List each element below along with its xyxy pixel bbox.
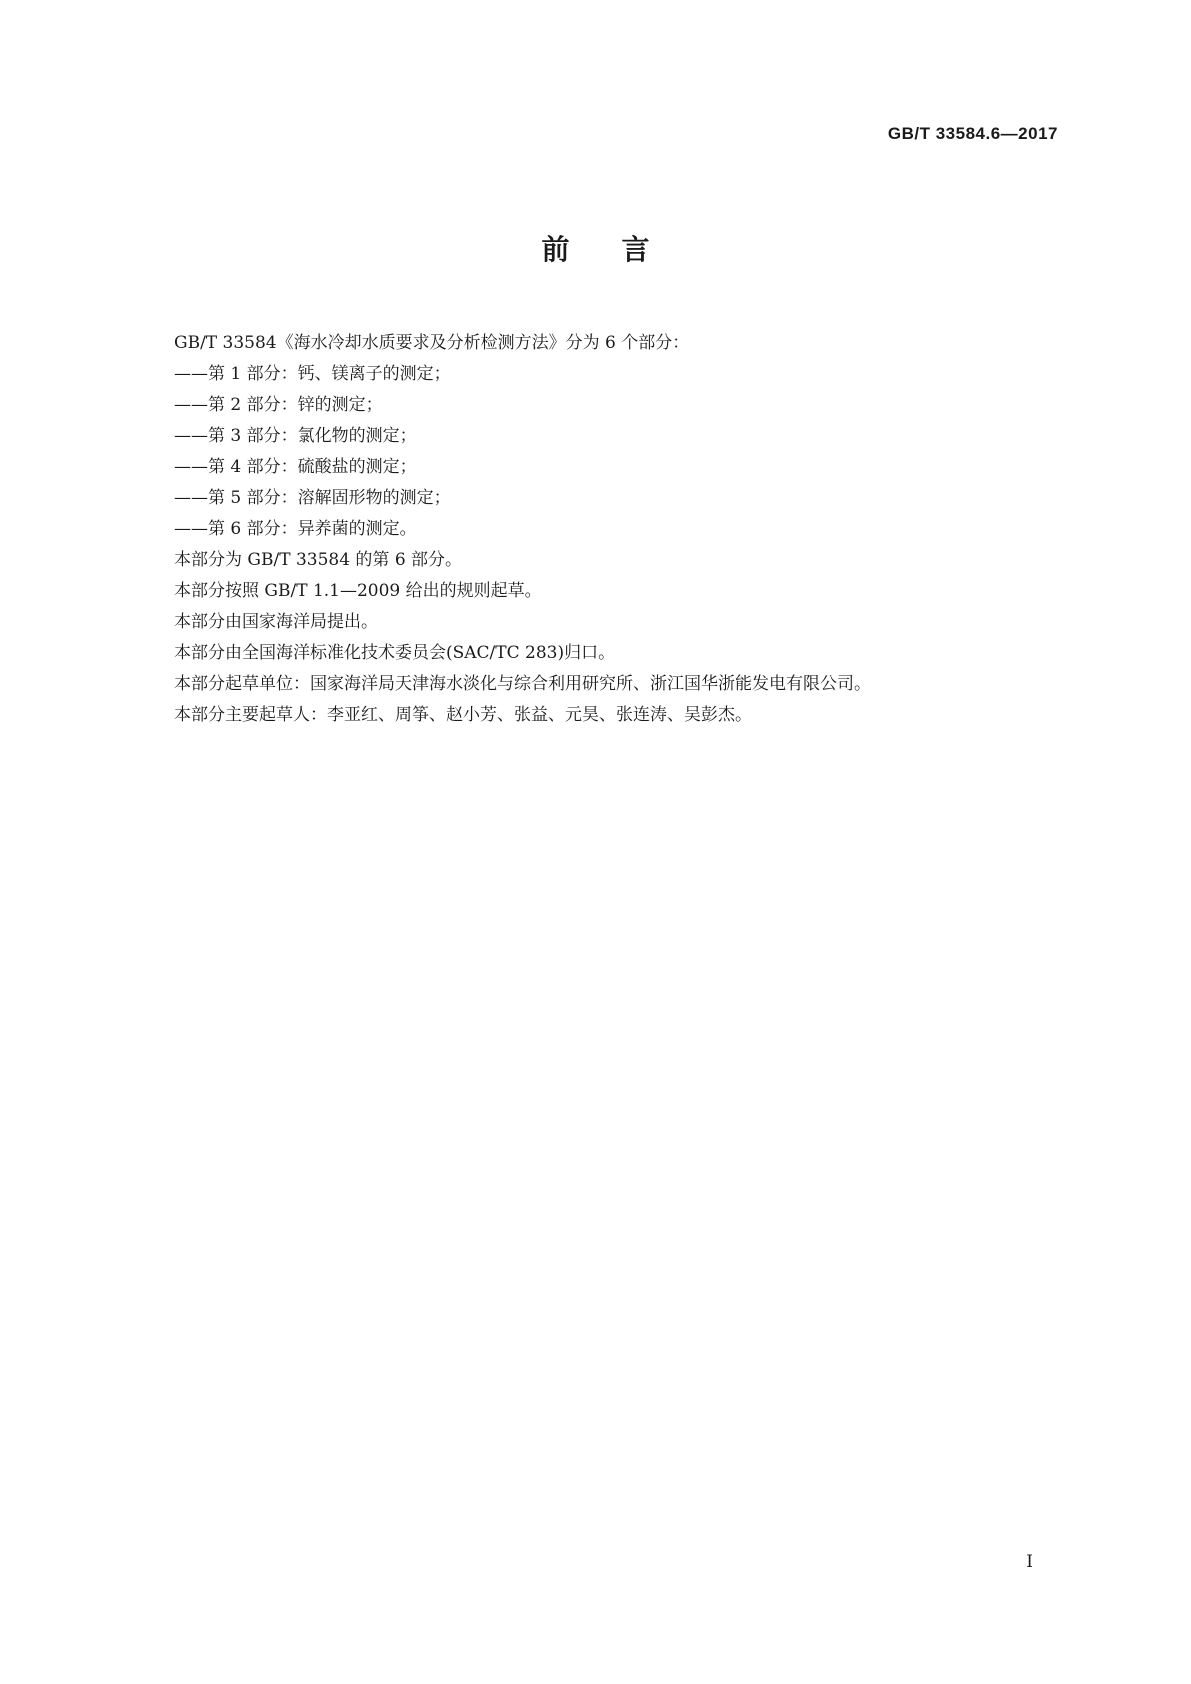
part-list-item-4: ——第 4 部分：硫酸盐的测定； (174, 457, 417, 477)
page-title: 前言 (541, 233, 702, 266)
statement-proposed-by: 本部分由国家海洋局提出。 (174, 612, 378, 632)
part-list-item-1: ——第 1 部分：钙、镁离子的测定； (174, 364, 451, 384)
foreword-body (174, 328, 1054, 731)
part-list-item-2: ——第 2 部分：锌的测定； (174, 395, 383, 415)
part-list-item-3: ——第 3 部分：氯化物的测定； (174, 426, 417, 446)
part-list-item-5: ——第 5 部分：溶解固形物的测定； (174, 488, 451, 508)
statement-drafting-rules: 本部分按照 GB/T 1.1—2009 给出的规则起草。 (174, 581, 542, 601)
document-number: GB/T 33584.6—2017 (887, 124, 1058, 143)
statement-part-of: 本部分为 GB/T 33584 的第 6 部分。 (174, 550, 463, 570)
page-number: I (1026, 1552, 1033, 1572)
statement-main-drafters: 本部分主要起草人：李亚红、周筝、赵小芳、张益、元昊、张连涛、吴彭杰。 (174, 705, 752, 725)
part-list-item-6: ——第 6 部分：异养菌的测定。 (174, 519, 417, 539)
statement-technical-committee: 本部分由全国海洋标准化技术委员会(SAC/TC 283)归口。 (174, 643, 616, 663)
statement-drafting-organizations: 本部分起草单位：国家海洋局天津海水淡化与综合利用研究所、浙江国华浙能发电有限公司。 (174, 674, 871, 694)
intro-paragraph: GB/T 33584《海水冷却水质要求及分析检测方法》分为 6 个部分： (174, 333, 690, 353)
